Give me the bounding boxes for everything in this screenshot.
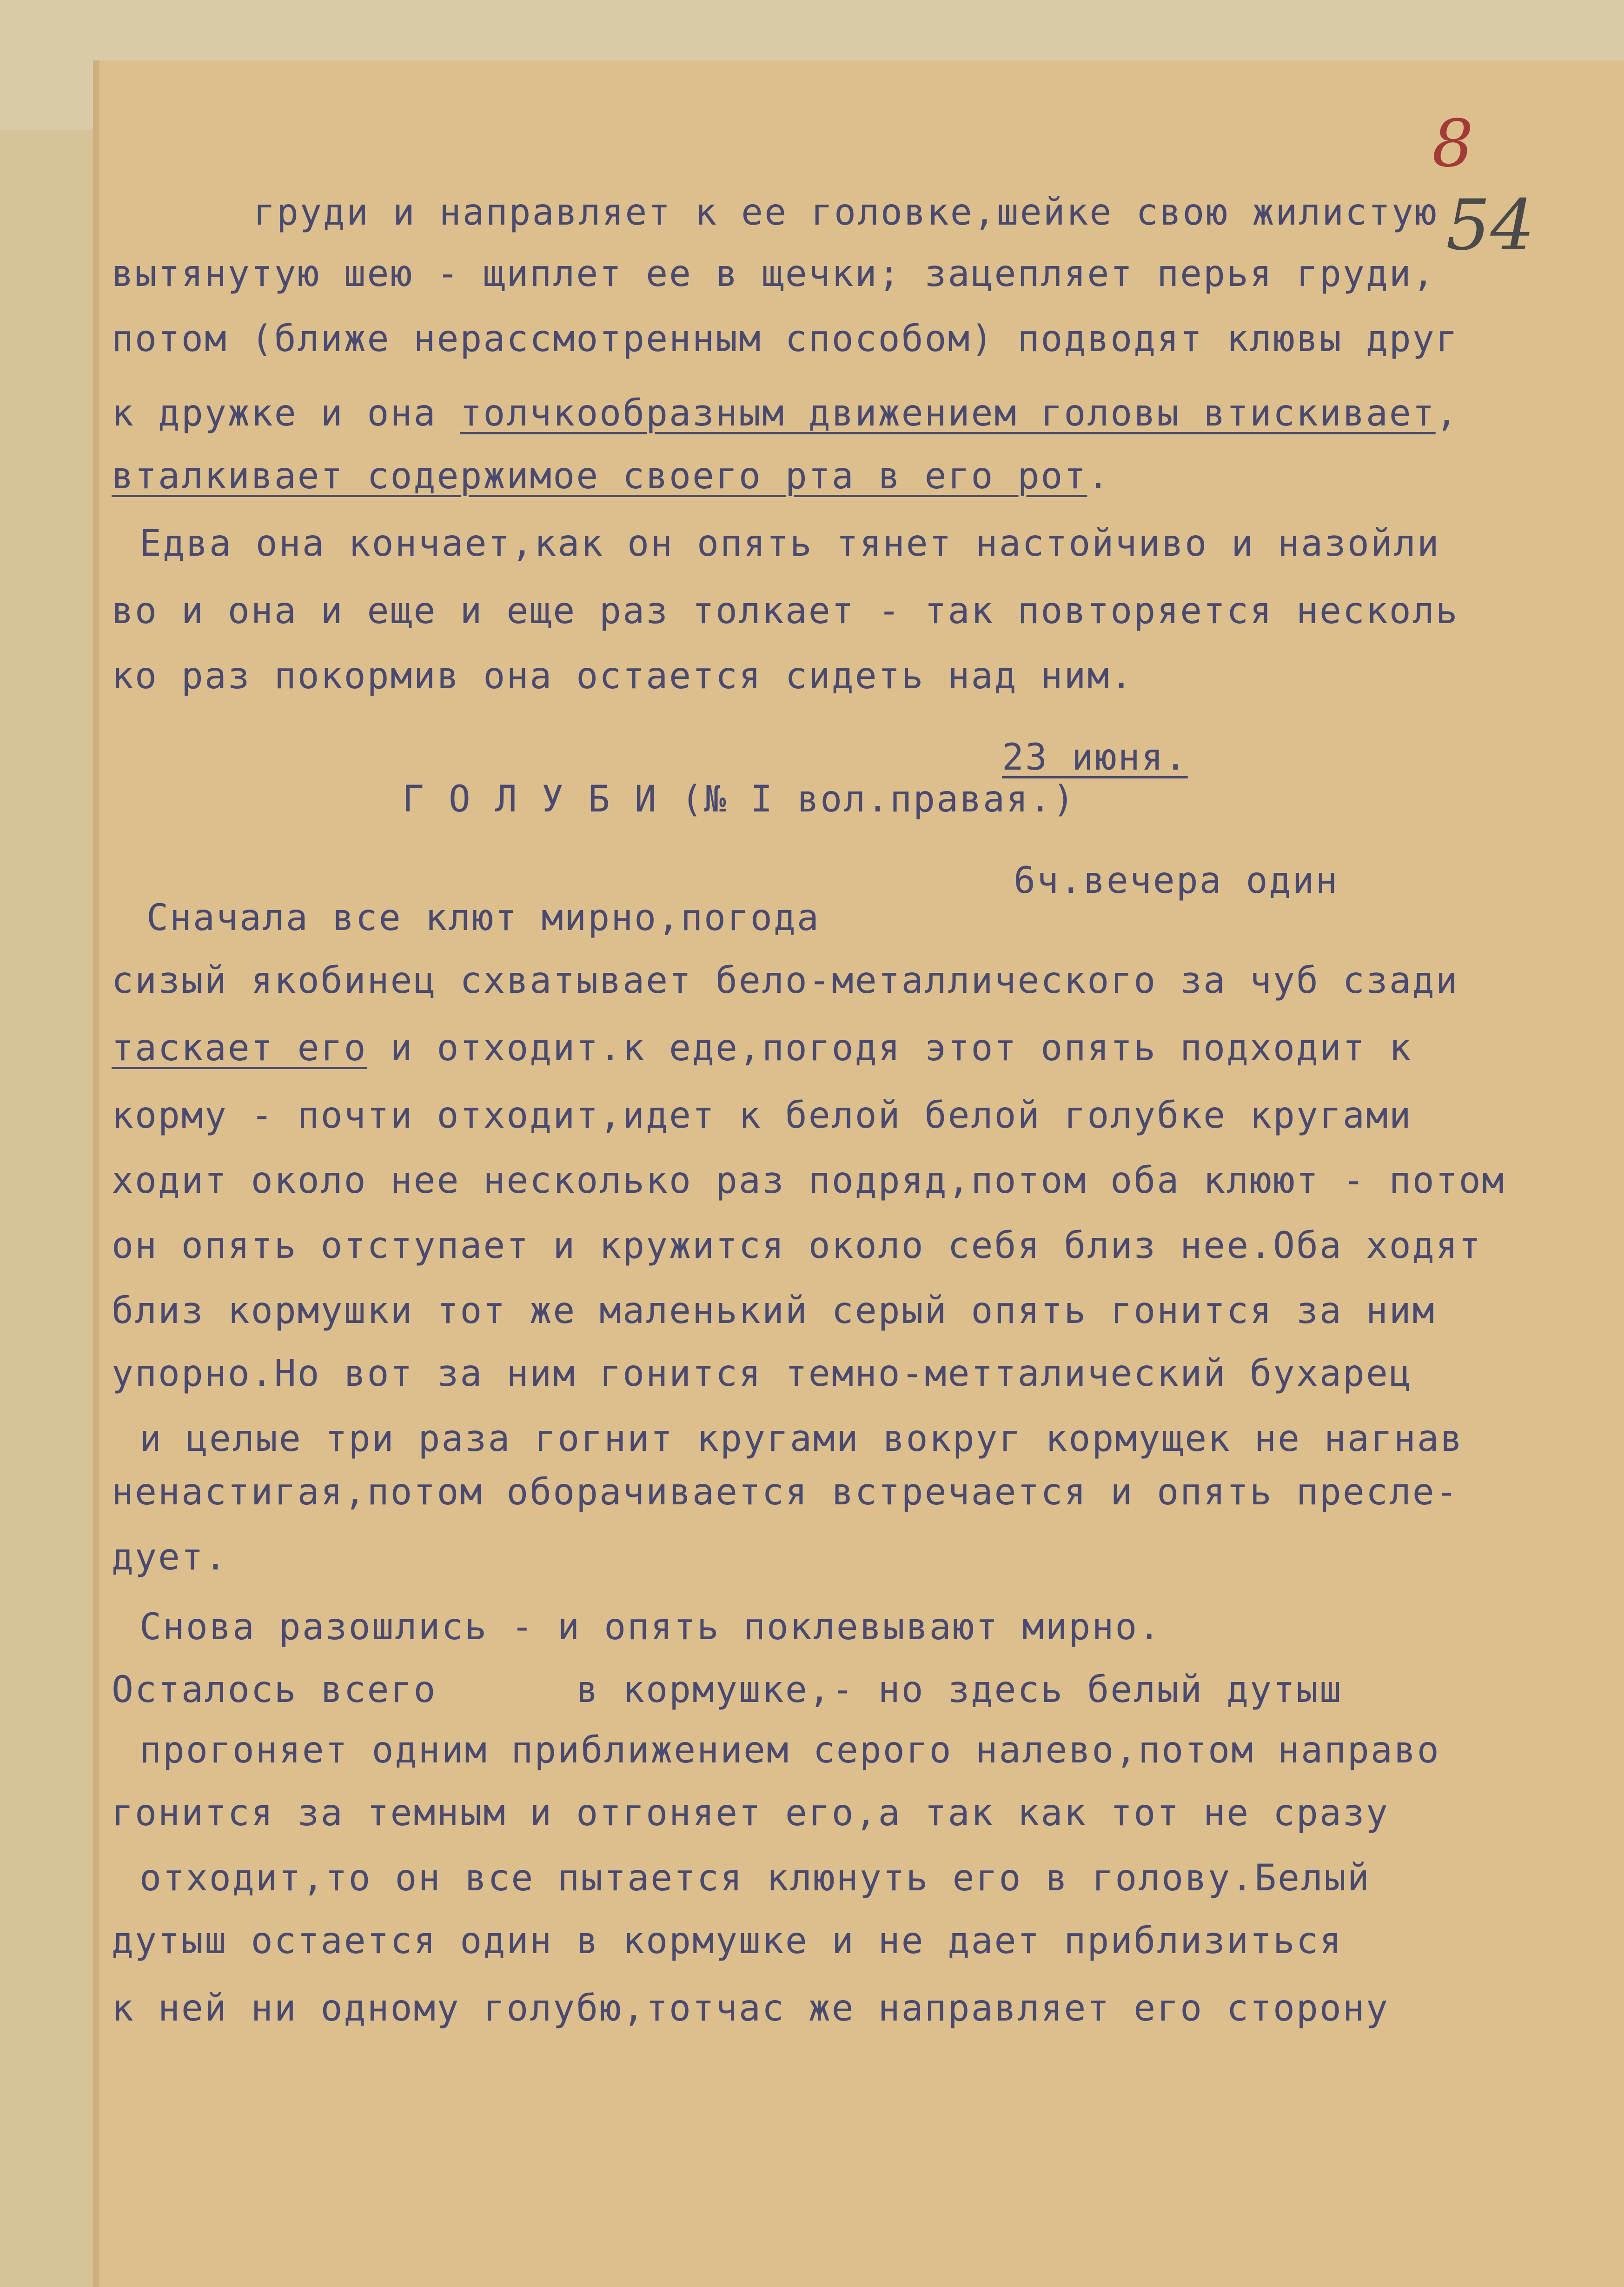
underlined-text: таскает его [112,1027,367,1069]
text-line [112,392,1459,434]
text-segment: и отходит.к еде,погодя этот опять подходит к [367,1027,1412,1069]
text-line: дует. [112,1536,228,1578]
text-line: прогоняет одним приближением серого налево,потом направо [139,1729,1440,1771]
section-heading: Г О Л У Б И (№ I вол.правая.) [402,778,1076,820]
text-line: корму - почти отходит,идет к белой белой голубке кругами [112,1095,1412,1137]
text-line: ненастигая,потом оборачивается встречается и опять пресле- [112,1471,1459,1513]
underlined-text: вталкивает содержимое своего рта в его рот [112,455,1087,497]
page-fold [93,60,99,2287]
text-line [112,1027,1412,1069]
page-number-red: 8 [1432,106,1474,182]
text-line: Осталось всего в кормушке,- но здесь белый дутыш [112,1669,1343,1711]
text-line: к ней ни одному голубю,тотчас же направляет его сторону [112,1988,1389,2029]
text-segment: к дружке и она [112,392,460,434]
page-number-black: 54 [1446,185,1535,266]
underlined-text: толчкообразным движением головы втискивает [460,392,1436,434]
text-line: Сначала все клют мирно,погода [146,897,820,939]
text-line: потом (ближе нерассмотренным способом) подводят клювы друг [112,318,1459,360]
text-segment: . [1087,455,1111,497]
text-line: сизый якобинец схватывает бело-металлического за чуб сзади [112,960,1459,1002]
text-line: гонится за темным и отгоняет его,а так как тот не сразу [112,1792,1389,1834]
text-line: ко раз покормив она остается сидеть над ним. [112,655,1134,697]
text-line: близ кормушки тот же маленький серый опять гонится за ним [112,1290,1436,1332]
text-line: во и она и еще и еще раз толкает - так повторяется несколь [112,590,1459,632]
date-note: 23 июня. [1002,737,1188,778]
text-line: упорно.Но вот за ним гонится темно-метталический бухарец [112,1353,1412,1395]
text-line: вытянутую шею - щиплет ее в щечки; зацепляет перья груди, [112,253,1436,295]
text-line: дутыш остается один в кормушке и не дает приблизиться [112,1920,1343,1962]
text-line: 6ч.вечера один [1014,860,1339,902]
text-line: груди и направляет к ее головке,шейке свою жилистую [253,192,1438,233]
text-segment: , [1435,392,1459,434]
text-line: Едва она кончает,как он опять тянет настойчиво и назойли [139,523,1440,565]
text-line: ходит около нее несколько раз подряд,потом оба клюют - потом [112,1160,1505,1202]
left-page-edge [0,130,93,2287]
text-line: он опять отступает и кружится около себя близ нее.Оба ходят [112,1225,1482,1267]
text-line: Снова разошлись - и опять поклевывают мирно. [139,1606,1162,1648]
text-line [112,455,1111,497]
text-line: отходит,то он все пытается клюнуть его в голову.Белый [139,1857,1371,1899]
text-line: и целые три раза гогнит кругами вокруг кормущек не нагнав [139,1418,1464,1460]
